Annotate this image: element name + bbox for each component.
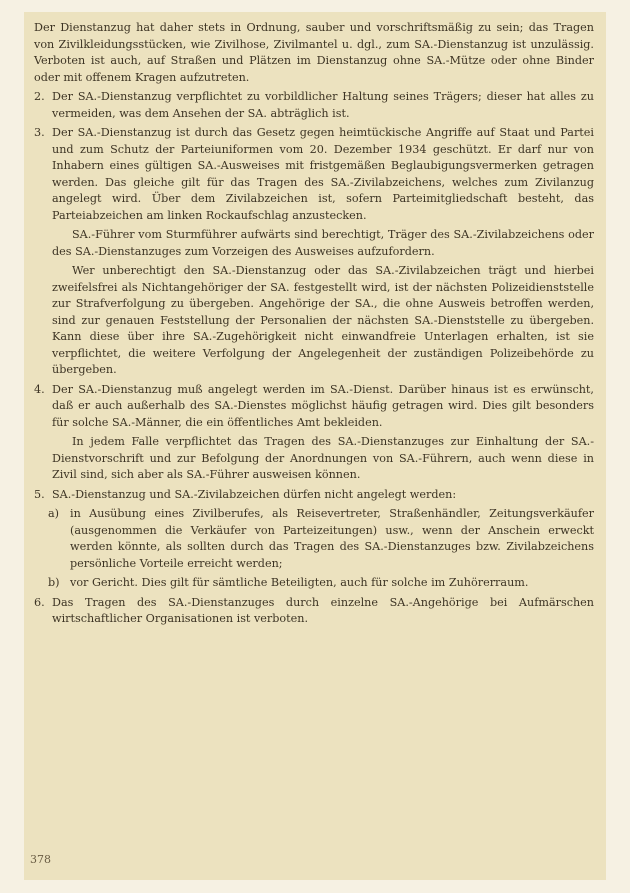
item-5	[34, 487, 594, 504]
item-3	[34, 125, 594, 379]
item-text: Der SA.-Dienstanzug verpflichtet zu vorbildlicher Haltung seines Trägers; dieser hat alles zu vermeiden, was dem Ansehen der SA. abträglich ist.	[52, 90, 594, 120]
item-5b	[34, 575, 594, 592]
subitem-letter: b)	[48, 576, 60, 589]
item-number: 6.	[34, 595, 45, 609]
item-6	[34, 595, 594, 628]
item-paragraph: Wer unberechtigt den SA.-Dienstanzug oder das SA.-Zivilabzeichen trägt und hierbei zweifelsfrei als Nichtangehöriger der SA. festgestellt wird, ist der nächsten Polizeidienststelle zur Strafverfolgung zu übergeben. Angehörige der SA., die ohne Ausweis betroffen werden, sind zur genauen Feststellung der Personalien der nächsten SA.-Dienststelle zu übergeben. Kann diese über ihre SA.-Zugehörigkeit nicht einwandfreie Unterlagen erhalten, ist sie verpflichtet, die weitere Verfolgung der Angelegenheit der zuständigen Polizeibehörde zu übergeben.	[52, 264, 594, 376]
page-number: 378	[30, 853, 51, 866]
item-2	[34, 89, 594, 122]
item-4	[34, 382, 594, 484]
item-text: Der SA.-Dienstanzug ist durch das Gesetz gegen heimtückische Angriffe auf Staat und Partei und zum Schutz der Parteiuniformen vom 20. Dezember 1934 geschützt. Er darf nur von Inhabern eines gültigen SA.-Ausweises mit fristgemäßen Beglaubigungsvermerken getragen werden. Das gleiche gilt für das Tragen des SA.-Zivilabzeichens, welches zum Zivilanzug angelegt wird. Über dem Zivilabzeichen ist, sofern Parteimitgliedschaft besteht, das Parteiabzeichen am linken Rockaufschlag anzustecken.	[52, 126, 594, 222]
intro-paragraph: Der Dienstanzug hat daher stets in Ordnung, sauber und vorschriftsmäßig zu sein; das Tragen von Zivilkleidungsstücken, wie Zivilhose, Zivilmantel u. dgl., zum SA.-Dienstanzug ist unzulässig. Verboten ist auch, auf Straßen und Plätzen im Dienstanzug ohne SA.-Mütze oder ohne Binder oder mit offenem Kragen aufzutreten.	[34, 21, 594, 84]
item-number: 4.	[34, 382, 45, 396]
subitem-letter: a)	[48, 507, 60, 520]
book-page	[24, 12, 606, 880]
item-text: SA.-Dienstanzug und SA.-Zivilabzeichen dürfen nicht angelegt werden:	[52, 487, 457, 501]
item-paragraph: In jedem Falle verpflichtet das Tragen des SA.-Dienstanzuges zur Einhaltung der SA.-Dienstvorschrift und zur Befolgung der Anordnungen von SA.-Führern, auch wenn diese in Zivil sind, sich aber als SA.-Führer ausweisen können.	[52, 435, 594, 481]
item-paragraph: SA.-Führer vom Sturmführer aufwärts sind berechtigt, Träger des SA.-Zivilabzeichens oder des SA.-Dienstanzuges zum Vorzeigen des Ausweises aufzufordern.	[52, 228, 594, 258]
item-text: Der SA.-Dienstanzug muß angelegt werden im SA.-Dienst. Darüber hinaus ist es erwünscht, daß er auch außerhalb des SA.-Dienstes möglichst häufig getragen wird. Dies gilt besonders für solche SA.-Männer, die ein öffentliches Amt bekleiden.	[52, 382, 594, 429]
item-number: 3.	[34, 126, 45, 139]
page-text	[34, 20, 594, 631]
item-number: 2.	[34, 90, 45, 103]
subitem-text: in Ausübung eines Zivilberufes, als Reisevertreter, Straßenhändler, Zeitungsverkäufer (ausgenommen die Verkäufer von Parteizeitungen) usw., wenn der Anschein erweckt werden könnte, als sollten durch das Tragen des SA.-Dienstanzuges bzw. Zivilabzeichens persönliche Vorteile erreicht werden;	[70, 507, 594, 570]
item-5a	[34, 506, 594, 572]
item-text: Das Tragen des SA.-Dienstanzuges durch einzelne SA.-Angehörige bei Aufmärschen wirtschaftlicher Organisationen ist verboten.	[52, 595, 594, 625]
item-number: 5.	[34, 487, 45, 501]
subitem-text: vor Gericht. Dies gilt für sämtliche Beteiligten, auch für solche im Zuhörerraum.	[70, 576, 529, 589]
